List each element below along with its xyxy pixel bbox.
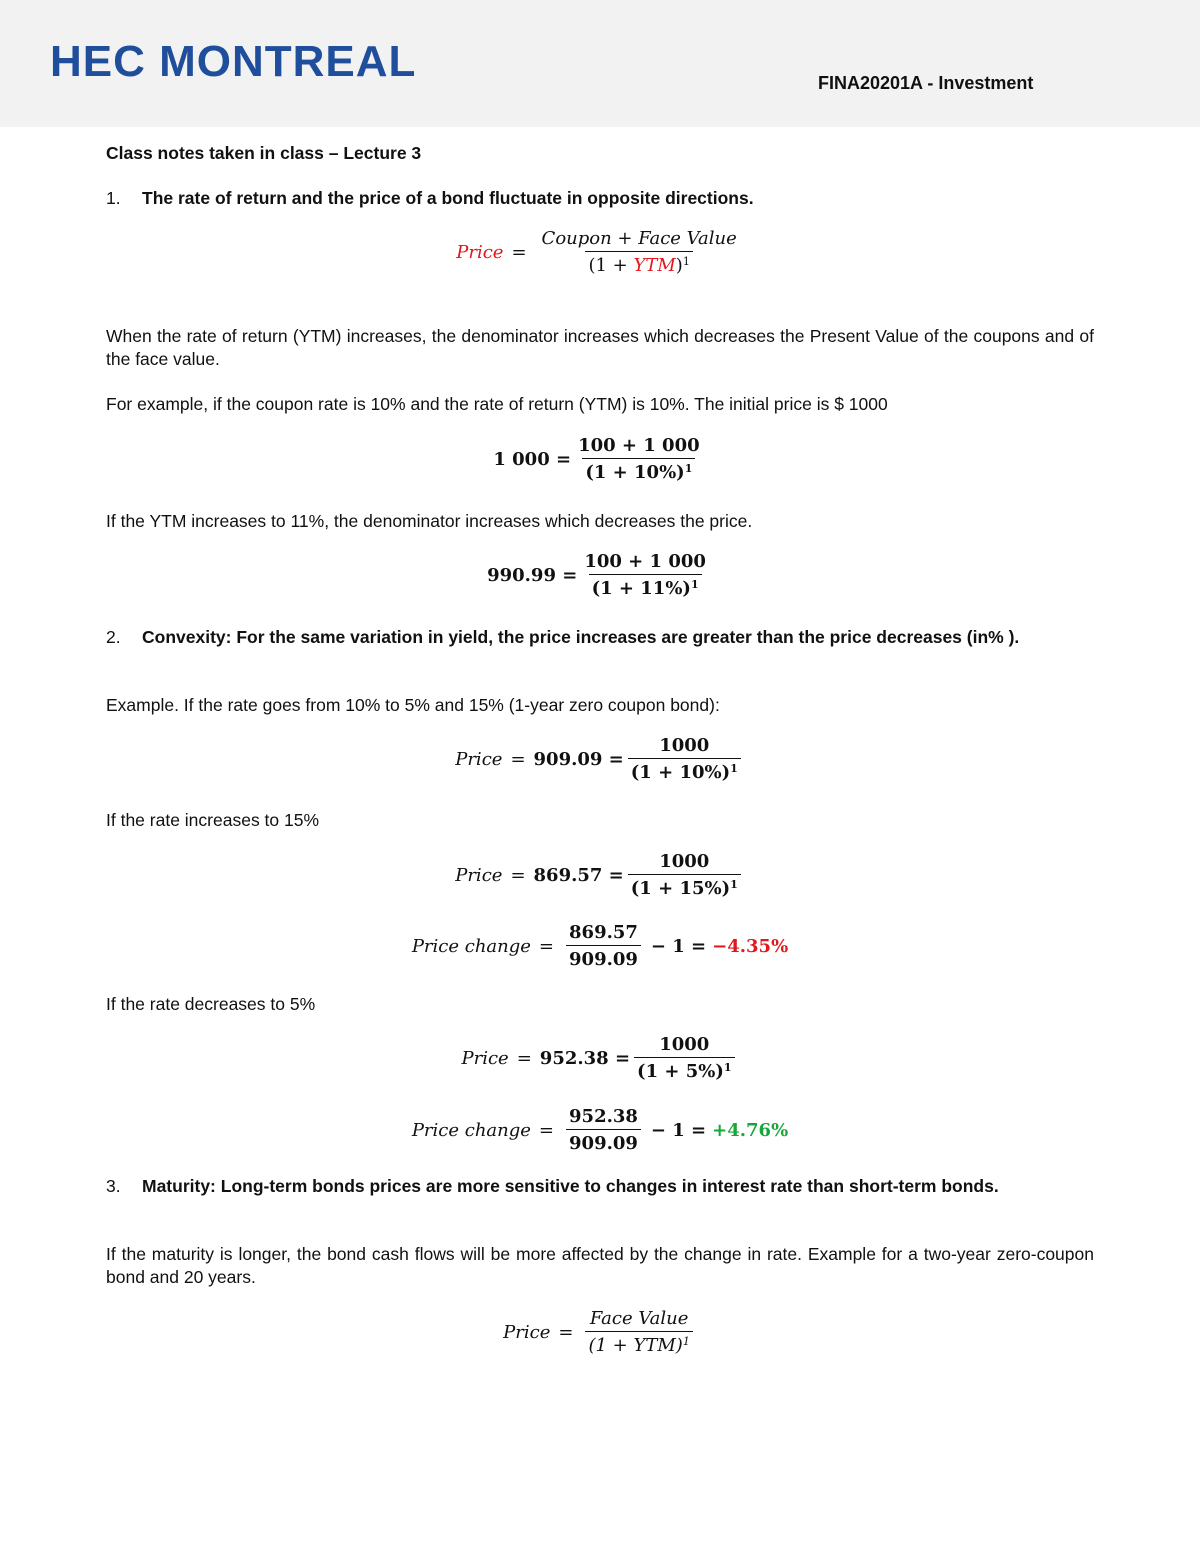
eq-denominator [628, 874, 741, 899]
hec-montreal-logo [50, 37, 417, 86]
equation-price-formula [0, 228, 1200, 276]
eq-sign: = [511, 241, 527, 263]
eq-denominator [634, 1057, 734, 1082]
eq-lhs: Price [456, 241, 504, 263]
eq-value: 952.38 = [539, 1047, 631, 1069]
den-text: (1 + 15%) [630, 878, 731, 899]
eq-rest: − 1 = [650, 935, 707, 957]
eq-label: Price [461, 1047, 509, 1069]
eq-result-negative: −4.35% [712, 935, 789, 957]
paragraph: If the rate decreases to 5% [106, 994, 316, 1014]
eq-denominator: 909.09 [566, 945, 641, 970]
eq-fraction [575, 435, 703, 483]
equation-price-909 [0, 735, 1200, 783]
eq-numerator: 100 + 1 000 [584, 551, 706, 572]
eq-sign: = [558, 1321, 574, 1343]
den-text: (1 + 10%) [585, 462, 685, 483]
eq-numerator: Face Value [589, 1308, 689, 1329]
den-text: (1 + 11%) [591, 578, 691, 599]
den-var: YTM [633, 255, 676, 276]
eq-fraction [566, 922, 641, 970]
section-1-heading: The rate of return and the price of a bond fluctuate in opposite directions. [142, 188, 754, 208]
eq-lhs: 990.99 = [487, 564, 578, 586]
eq-fraction [628, 735, 741, 783]
equation-price-change-up [0, 1106, 1200, 1154]
eq-numerator: 869.57 [569, 922, 638, 943]
den-exp: 1 [723, 1061, 732, 1074]
section-2 [106, 626, 1094, 649]
eq-lhs: 1 000 = [493, 448, 572, 470]
equation-zero-coupon-price [0, 1308, 1200, 1356]
eq-fraction [566, 1106, 641, 1154]
equation-price-869 [0, 851, 1200, 899]
den-text: (1 + YTM) [588, 1335, 683, 1356]
eq-lhs: Price [503, 1321, 551, 1343]
eq-sign: = [516, 1047, 532, 1069]
eq-numerator: 1000 [659, 735, 710, 756]
section-2-number: 2. [106, 627, 121, 647]
den-exp: 1 [690, 578, 699, 591]
eq-sign: = [538, 1119, 555, 1141]
section-1 [106, 187, 1094, 210]
logo-text: HEC MONTREAL [50, 37, 417, 86]
eq-numerator: 1000 [659, 851, 710, 872]
eq-result-positive: +4.76% [712, 1119, 789, 1141]
eq-value: 909.09 = [533, 748, 624, 770]
eq-sign: = [510, 748, 526, 770]
eq-value: 869.57 = [533, 864, 624, 886]
den-exp: 1 [730, 878, 738, 891]
paragraph: Example. If the rate goes from 10% to 5% and 15% (1-year zero coupon bond): [106, 695, 720, 715]
eq-sign: = [538, 935, 555, 957]
eq-denominator: 909.09 [566, 1129, 641, 1154]
den-text: (1 + 5%) [637, 1061, 724, 1082]
section-2-heading: Convexity: For the same variation in yield, the price increases are greater than the price decreases (in% ). [142, 627, 1020, 647]
paragraph: If the rate increases to 15% [106, 810, 320, 830]
page-header [0, 0, 1200, 127]
eq-sign: = [510, 864, 526, 886]
eq-fraction [628, 851, 741, 899]
section-3 [106, 1175, 1094, 1198]
paragraph: For example, if the coupon rate is 10% and the rate of return (YTM) is 10%. The initial price is $ 1000 [106, 394, 888, 414]
den-text: (1 + 10%) [630, 762, 731, 783]
section-3-number: 3. [106, 1176, 121, 1196]
equation-1000 [0, 435, 1200, 483]
eq-label: Price [455, 748, 503, 770]
eq-numerator: 100 + 1 000 [578, 435, 700, 456]
eq-denominator [582, 458, 695, 483]
den-exp: 1 [730, 762, 738, 775]
eq-denominator [628, 758, 741, 783]
eq-label: Price change [411, 935, 531, 957]
notes-title: Class notes taken in class – Lecture 3 [106, 143, 422, 163]
eq-denominator [585, 1331, 692, 1356]
den-pre: (1 + [588, 255, 634, 276]
paragraph: If the maturity is longer, the bond cash flows will be more affected by the change in rate. Example for a two-year zero-coupon bond and 20 years. [106, 1244, 1094, 1287]
section-3-heading: Maturity: Long-term bonds prices are more sensitive to changes in interest rate than short-term bonds. [142, 1176, 999, 1196]
course-title: FINA20201A - Investment [818, 73, 1034, 93]
eq-fraction [634, 1034, 734, 1082]
den-exp: 1 [682, 255, 690, 268]
eq-denominator [585, 251, 692, 276]
den-exp: 1 [682, 1335, 690, 1348]
paragraph: When the rate of return (YTM) increases, the denominator increases which decreases the Present Value of the coupons and of the face value. [106, 326, 1094, 369]
eq-numerator: 1000 [659, 1034, 710, 1055]
den-post: ) [675, 255, 683, 276]
eq-numerator: Coupon + Face Value [541, 228, 737, 249]
den-exp: 1 [684, 462, 693, 475]
eq-rest: − 1 = [650, 1119, 707, 1141]
eq-fraction [581, 551, 709, 599]
eq-fraction [539, 228, 740, 276]
eq-label: Price change [411, 1119, 531, 1141]
paragraph: If the YTM increases to 11%, the denominator increases which decreases the price. [106, 511, 753, 531]
equation-price-change-down [0, 922, 1200, 970]
equation-990 [0, 551, 1200, 599]
equation-price-952 [0, 1034, 1200, 1082]
eq-fraction [585, 1308, 692, 1356]
section-1-number: 1. [106, 188, 121, 208]
eq-label: Price [455, 864, 503, 886]
eq-numerator: 952.38 [569, 1106, 638, 1127]
eq-denominator [589, 574, 702, 599]
